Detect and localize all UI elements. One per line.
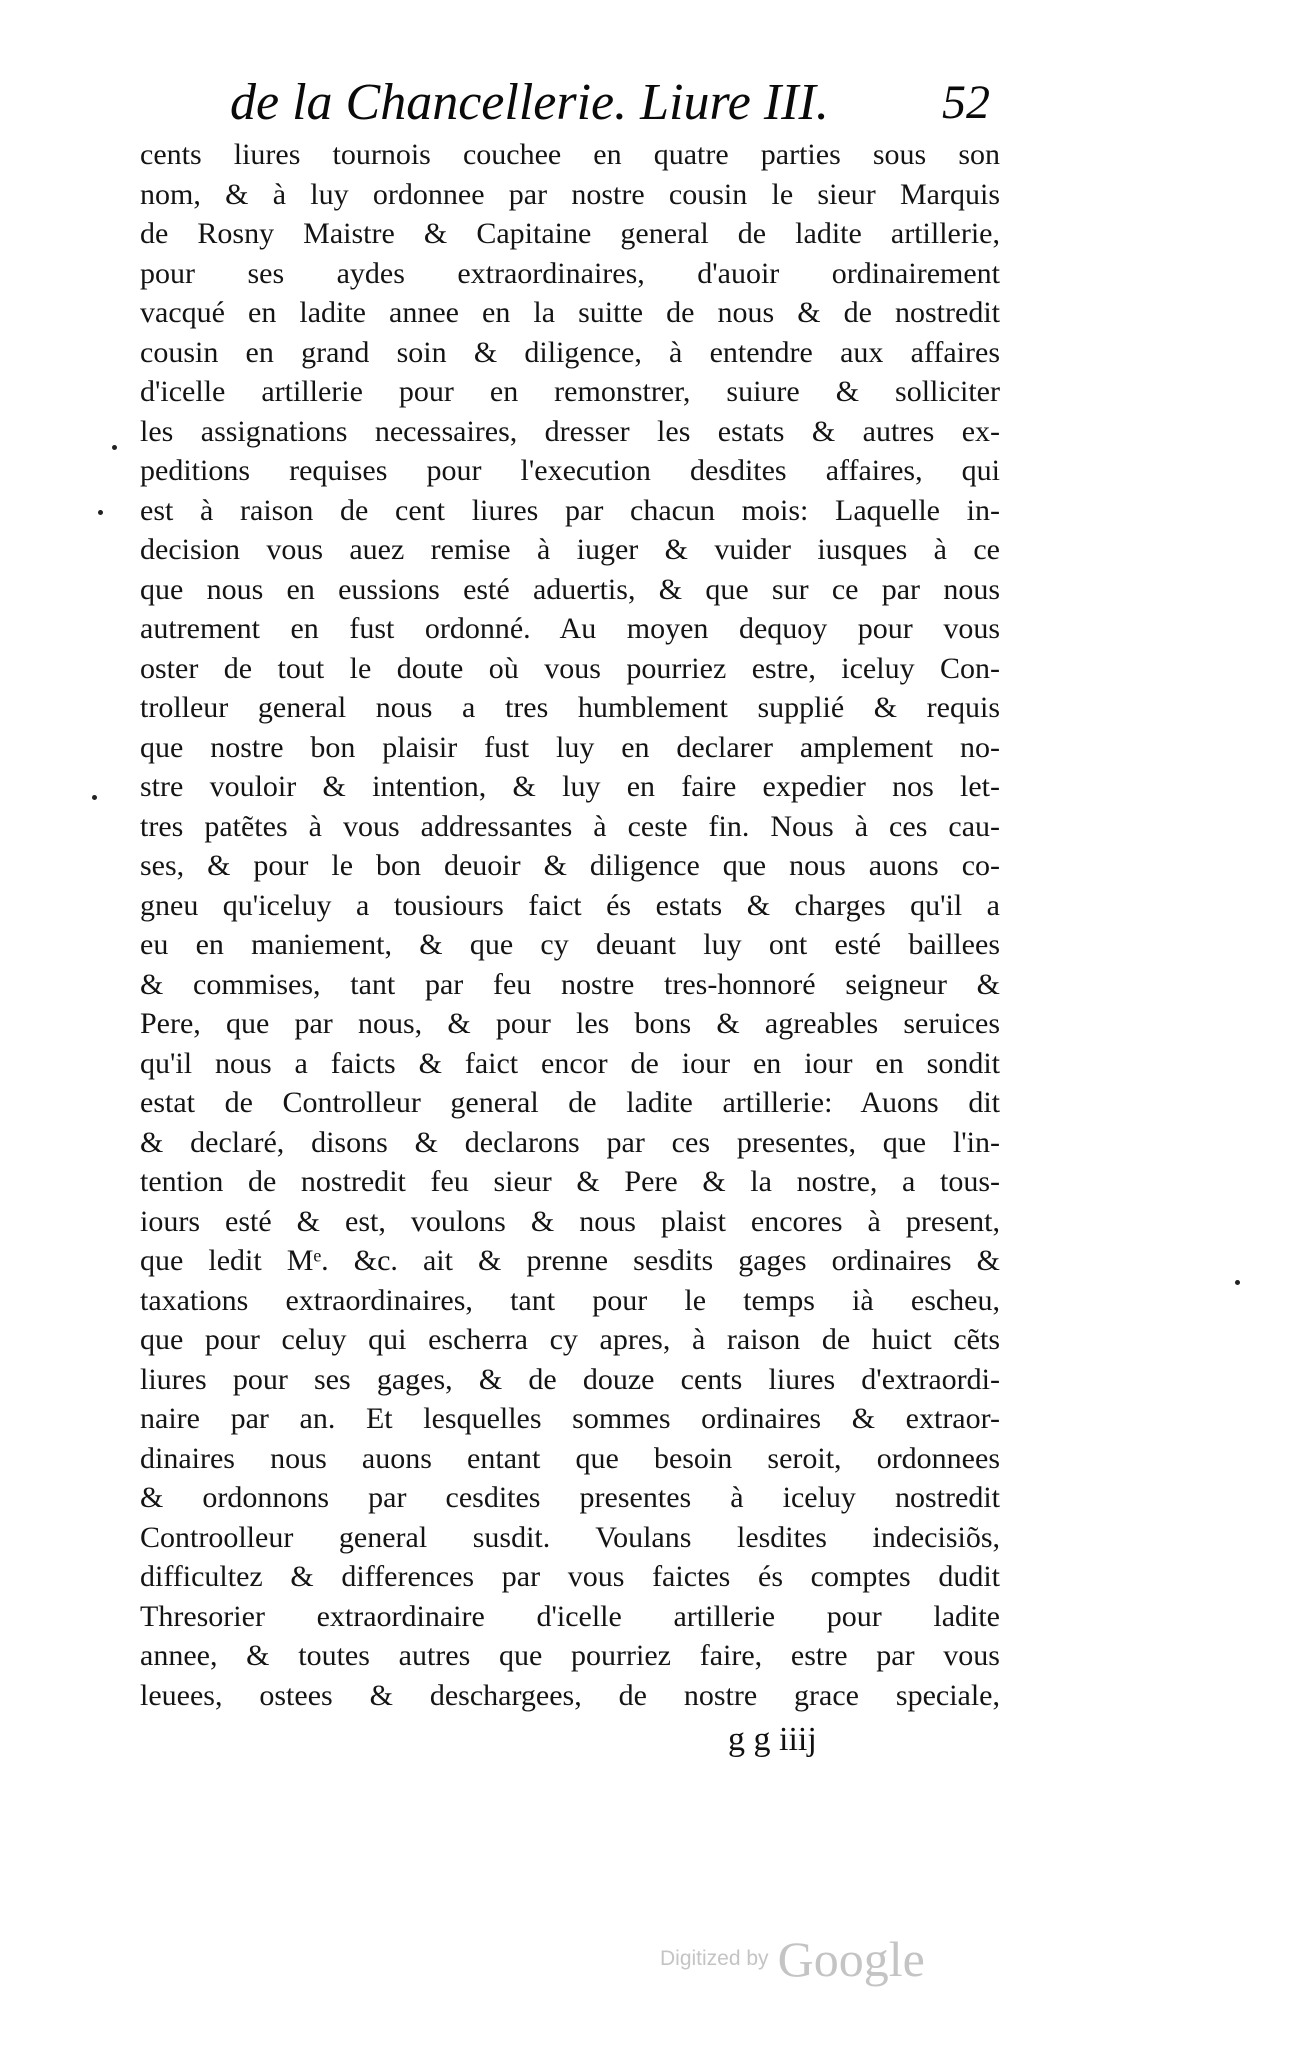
ink-speck [1235,1280,1240,1285]
text-line: stre vouloir & intention, & luy en faire expedier nos let- [140,770,1000,803]
text-line: que nous en eussions esté aduertis, & que sur ce par nous [140,572,1000,606]
signature-mark: g g iiij [728,1721,817,1758]
running-title: de la Chancellerie. Liure III. [230,74,829,131]
text-line: pour ses aydes extraordinaires, d'auoir ordinairement [140,256,1000,290]
text-line: Pere, que par nous, & pour les bons & agreables seruices [140,1007,1000,1040]
text-line: Controolleur general susdit. Voulans lesdites indecisiõs, [140,1520,1000,1554]
text-line: trolleur general nous a tres humblement supplié & requis [140,691,1000,724]
text-line: d'icelle artillerie pour en remonstrer, suiure & solliciter [140,375,1000,408]
text-line: gneu qu'iceluy a tousiours faict és estats & charges qu'il a [140,888,1000,922]
text-line: cents liures tournois couchee en quatre parties sous son [140,138,1000,171]
digitizer-watermark [660,1930,925,2000]
text-line: dinaires nous auons entant que besoin seroit, ordonnees [140,1441,1000,1475]
watermark-brand: Google [777,1931,925,1987]
text-line: est à raison de cent liures par chacun mois: Laquelle in- [140,493,1000,527]
text-line: les assignations necessaires, dresser les estats & autres ex- [140,414,1000,448]
text-line: eu en maniement, & que cy deuant luy ont esté baillees [140,928,1000,961]
ink-speck [92,795,97,800]
text-line: naire par an. Et lesquelles sommes ordinaires & extraor- [140,1402,1000,1435]
text-line: taxations extraordinaires, tant pour le temps ià escheu, [140,1283,1000,1317]
text-line: de Rosny Maistre & Capitaine general de ladite artillerie, [140,217,1000,250]
ink-speck [112,445,117,450]
text-line: que pour celuy qui escherra cy apres, à raison de huict cẽts [140,1323,1000,1356]
text-line: tention de nostredit feu sieur & Pere & la nostre, a tous- [140,1165,1000,1198]
text-line: que nostre bon plaisir fust luy en declarer amplement no- [140,730,1000,764]
text-line: cousin en grand soin & diligence, à entendre aux affaires [140,335,1000,369]
text-line: nom, & à luy ordonnee par nostre cousin le sieur Marquis [140,177,1000,211]
text-line: que ledit Mᵉ. &c. ait & prenne sesdits gages ordinaires & [140,1244,1000,1277]
text-line: decision vous auez remise à iuger & vuider iusques à ce [140,533,1000,566]
text-line: leuees, ostees & deschargees, de nostre grace speciale, [140,1678,1000,1712]
text-line: oster de tout le doute où vous pourriez estre, iceluy Con- [140,651,1000,685]
ink-speck [98,510,103,515]
text-line: peditions requises pour l'execution desdites affaires, qui [140,454,1000,487]
text-line: & ordonnons par cesdites presentes à iceluy nostredit [140,1481,1000,1514]
text-line: & commises, tant par feu nostre tres-honnoré seigneur & [140,967,1000,1001]
text-line: annee, & toutes autres que pourriez faire, estre par vous [140,1639,1000,1672]
page-number: 52 [942,76,990,129]
text-line: iours esté & est, voulons & nous plaist encores à present, [140,1204,1000,1238]
text-line: estat de Controlleur general de ladite artillerie: Auons dit [140,1086,1000,1119]
watermark-prefix: Digitized by [660,1947,769,1970]
text-line: difficultez & differences par vous faictes és comptes dudit [140,1560,1000,1593]
text-line: liures pour ses gages, & de douze cents liures d'extraordi- [140,1362,1000,1396]
text-line: Thresorier extraordinaire d'icelle artillerie pour ladite [140,1599,1000,1633]
text-line: autrement en fust ordonné. Au moyen dequoy pour vous [140,612,1000,645]
text-line: ses, & pour le bon deuoir & diligence que nous auons co- [140,849,1000,882]
text-line: & declaré, disons & declarons par ces presentes, que l'in- [140,1125,1000,1159]
text-line: tres patẽtes à vous addressantes à ceste fin. Nous à ces cau- [140,809,1000,843]
body-text [140,135,1000,1715]
text-line: qu'il nous a faicts & faict encor de iour en iour en sondit [140,1046,1000,1080]
text-line: vacqué en ladite annee en la suitte de nous & de nostredit [140,296,1000,329]
